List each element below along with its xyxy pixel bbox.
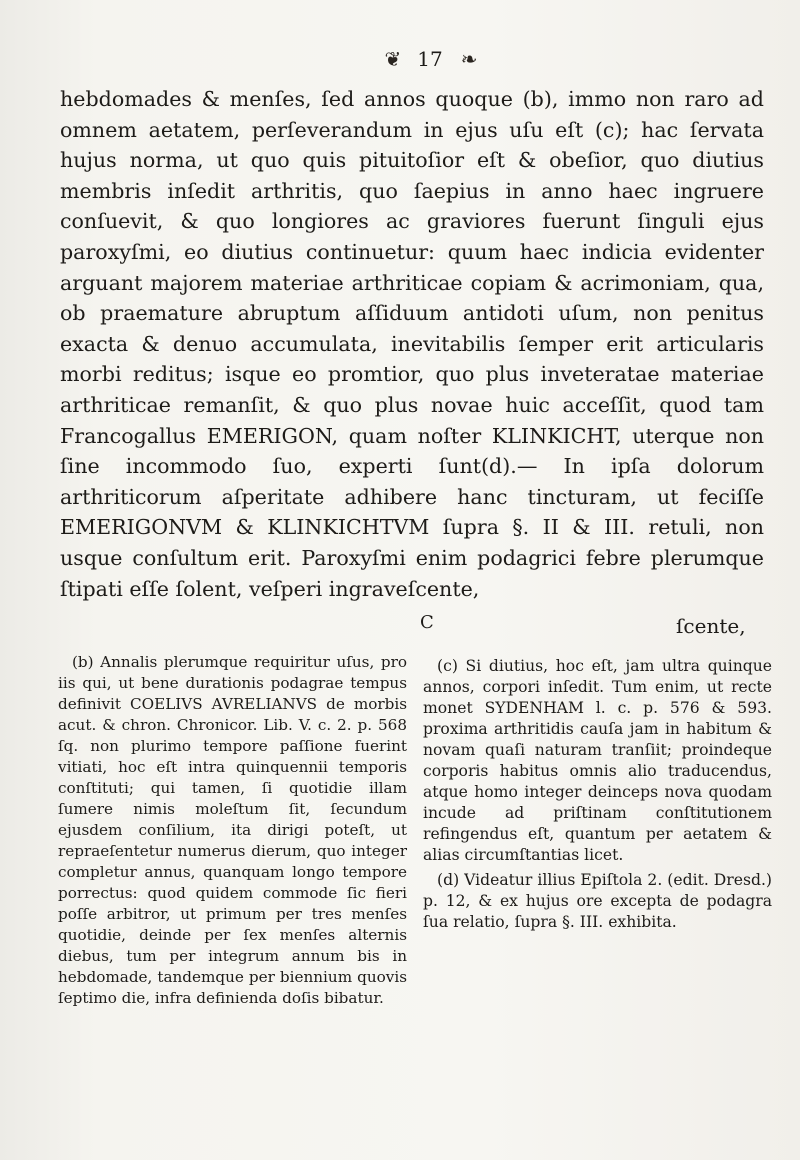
left-ornament-icon: ❦ — [384, 47, 400, 71]
catchword: ſcente, — [676, 614, 746, 638]
page-number: 17 — [417, 47, 443, 71]
footnote-column-right — [423, 652, 772, 1013]
main-paragraph: hebdomades & menſes, ſed annos quoque (b), immo non raro ad omnem aetatem, perſeverandum in ejus uſu eſt (c); hac ſervata hujus norma, ut quo quis pituitoſior eſt & obeſior, quo diutius membris inſedit arthritis, quo ſaepius in anno haec ingruere conſuevit, & quo longiores ac graviores fuerunt ſinguli ejus paroxyſmi, eo diutius continuetur: quum haec indicia evidenter arguant majorem materiae arthriticae copiam & acrimoniam, qua, ob praemature abruptum aſſiduum antidoti uſum, non penitus exacta & denuo accumulata, inevitabilis ſemper erit articularis morbi reditus; isque eo promtior, quo plus inveteratae materiae arthriticae remanſit, & quo plus novae huic acceſſit, quod tam Francogallus EMERIGON, quam noſter KLINKICHT, uterque non ſine incommodo ſuo, experti ſunt(d).— In ipſa dolorum arthriticorum aſperitate adhibere hanc tincturam, ut feciſſe EMERIGONVM & KLINKICHTVM ſupra §. II & III. retuli, non usque conſultum erit. Paroxyſmi enim podagrici febre plerumque ſtipati eſſe ſolent, veſperi ingraveſcente, — [60, 87, 764, 601]
footnote-c: (c) Si diutius, hoc eſt, jam ultra quinque annos, corpori inſedit. Tum enim, ut recte monet SYDENHAM l. c. p. 576 & 593. proxima arthritidis cauſa jam in habitum & novam quaſi naturam tranſiit; proindeque corporis habitus omnis alio traducendus, atque homo integer deinceps nova quodam incude ad priſtinam conſtitutionem refingendus eſt, quantum per aetatem & alias circumſtantias licet. — [423, 657, 772, 864]
main-text — [60, 84, 764, 604]
footnotes — [58, 652, 772, 1013]
footnote-column-left — [58, 652, 407, 1013]
footnote-d: (d) Videatur illius Epiſtola 2. (edit. Dresd.) p. 12, & ex hujus ore excepta de podagra ſua relatio, ſupra §. III. exhibita. — [423, 871, 772, 931]
footnote-b: (b) Annalis plerumque requiritur uſus, pro iis qui, ut bene durationis podagrae tempus definivit COELIVS AVRELIANVS de morbis acut. & chron. Chronicor. Lib. V. c. 2. p. 568 ſq. non plurimo tempore paſſione fuerint vitiati, hoc eſt intra quinquennii temporis conſtituti; qui tamen, ſi quotidie illam ſumere nimis moleſtum ſit, ſecundum ejusdem conſilium, ita dirigi poteſt, ut repraeſentetur numerus dierum, quo integer completur annus, quanquam longo tempore porrectus: quod quidem commode ſic fieri poſſe arbitror, ut primum per tres menſes quotidie, deinde per ſex menſes alternis diebus, tum per integrum annum bis in hebdomade, tandemque per biennium quovis ſeptimo die, infra definienda doſis bibatur. — [58, 653, 407, 1007]
page-header — [300, 44, 560, 74]
signature-mark: C — [420, 612, 434, 633]
right-ornament-icon: ❧ — [460, 47, 476, 71]
